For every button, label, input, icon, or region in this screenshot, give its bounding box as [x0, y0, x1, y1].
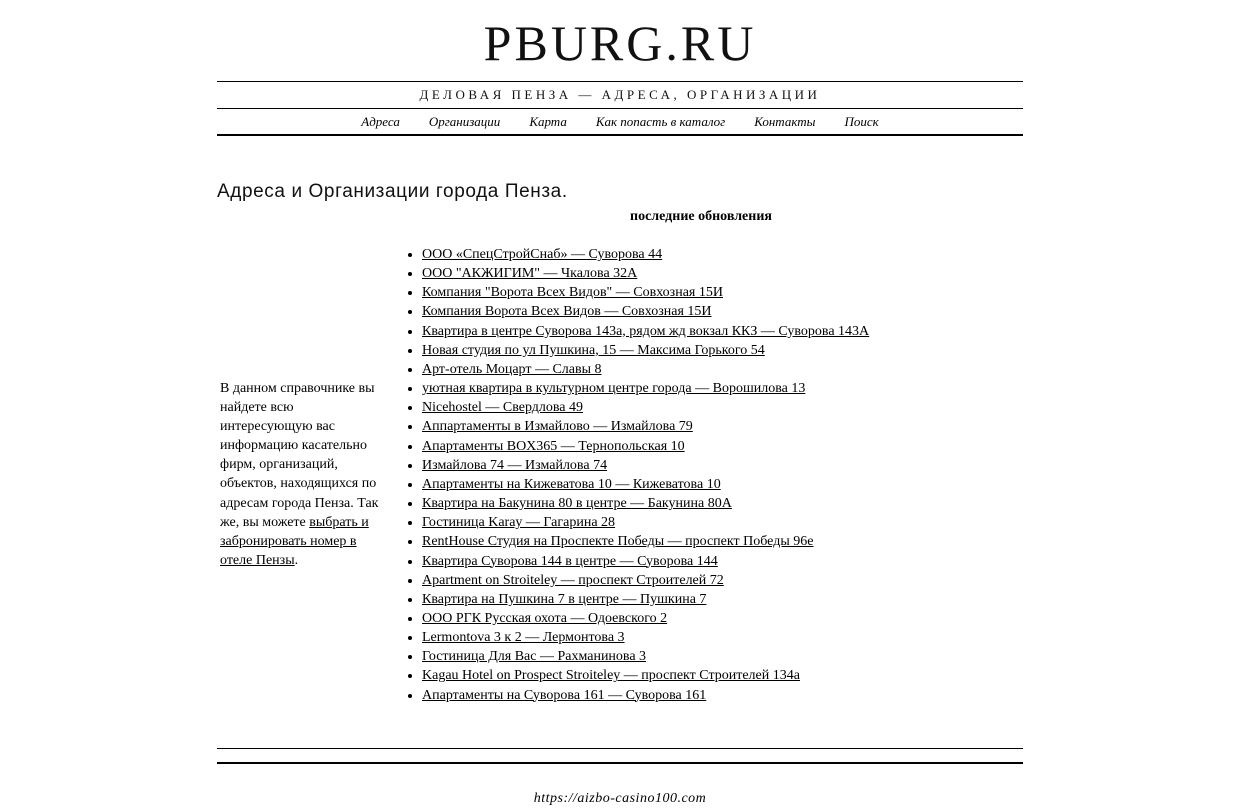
- list-item: [422, 302, 869, 321]
- update-link[interactable]: Компания Ворота Всех Видов — Совхозная 15И: [422, 304, 712, 320]
- update-link[interactable]: Гостиница Для Вас — Рахманинова 3: [422, 649, 647, 665]
- update-link[interactable]: Квартира в центре Суворова 143а, рядом жд вокзал ККЗ — Суворова 143А: [422, 323, 870, 339]
- header-divider-top: [217, 81, 1023, 82]
- list-item: [422, 341, 869, 360]
- list-item: [422, 398, 869, 417]
- update-link[interactable]: Аппартаменты в Измайлово — Измайлова 79: [422, 419, 693, 435]
- list-item: [422, 647, 869, 666]
- nav-item-organizations[interactable]: Организации: [428, 114, 501, 129]
- update-link[interactable]: Измайлова 74 — Измайлова 74: [422, 457, 608, 473]
- footer: [0, 790, 1240, 808]
- sidebar-description: [220, 379, 380, 570]
- list-item: [422, 456, 869, 475]
- update-link[interactable]: ООО РГК Русская охота — Одоевского 2: [422, 610, 668, 626]
- list-item: [422, 686, 869, 705]
- nav-item-catalog-join[interactable]: Как попасть в каталог: [595, 114, 726, 129]
- list-item: [422, 360, 869, 379]
- header-divider-middle: [217, 108, 1023, 109]
- list-item: [422, 513, 869, 532]
- footer-divider-bottom: [217, 762, 1023, 764]
- update-link[interactable]: Nicehostel — Свердлова 49: [422, 400, 584, 416]
- nav-item-addresses[interactable]: Адреса: [361, 114, 400, 129]
- update-link[interactable]: уютная квартира в культурном центре города — Ворошилова 13: [422, 381, 806, 397]
- update-link[interactable]: ООО «СпецСтройСнаб» — Суворова 44: [422, 247, 663, 262]
- hotel-booking-link[interactable]: выбрать и забронировать номер в отеле Пензы: [220, 514, 369, 568]
- update-link[interactable]: Квартира на Пушкина 7 в центре — Пушкина 7: [422, 591, 707, 607]
- nav-item-map[interactable]: Карта: [529, 114, 567, 129]
- site-title[interactable]: PBURG.RU: [483, 15, 757, 71]
- list-item: [422, 552, 869, 571]
- update-link[interactable]: Lermontova 3 к 2 — Лермонтова 3: [422, 630, 625, 646]
- sidebar-suffix: .: [294, 552, 299, 568]
- nav-item-contacts[interactable]: Контакты: [754, 114, 816, 129]
- list-item: [422, 417, 869, 436]
- update-link[interactable]: RentHouse Студия на Проспекте Победы — проспект Победы 96е: [422, 534, 814, 550]
- update-link[interactable]: Квартира на Бакунина 80 в центре — Бакунина 80А: [422, 496, 732, 512]
- list-item: [422, 283, 869, 302]
- list-item: [422, 264, 869, 283]
- sidebar-text: В данном справочнике вы найдете всю интересующую вас информацию касательно фирм, организаций, объектов, находящихся по адресам города Пенза. Так же, вы можете: [220, 381, 379, 530]
- update-link[interactable]: Apartment on Stroiteley — проспект Строителей 72: [422, 572, 724, 588]
- list-item: [422, 571, 869, 590]
- nav-item-search[interactable]: Поиск: [844, 114, 879, 129]
- list-item: [422, 379, 869, 398]
- list-item: [422, 590, 869, 609]
- update-link[interactable]: Новая студия по ул Пушкина, 15 — Максима Горького 54: [422, 342, 765, 358]
- update-link[interactable]: Компания "Ворота Всех Видов" — Совхозная 15И: [422, 285, 723, 301]
- update-link[interactable]: ООО "АКЖИГИМ" — Чкалова 32А: [422, 266, 638, 282]
- list-item: [422, 532, 869, 551]
- list-item: [422, 494, 869, 513]
- header-divider-bottom: [217, 134, 1023, 136]
- updates-list: [404, 245, 869, 705]
- list-item: [422, 628, 869, 647]
- updates-title: последние обновления: [630, 209, 772, 224]
- update-link[interactable]: Апартаменты BOX365 — Тернопольская 10: [422, 438, 685, 454]
- list-item: [422, 322, 869, 341]
- update-link[interactable]: Апартаменты на Суворова 161 — Суворова 161: [422, 687, 707, 703]
- update-link[interactable]: Апартаменты на Кижеватова 10 — Кижеватова 10: [422, 476, 721, 492]
- footer-divider-top: [217, 748, 1023, 749]
- update-link[interactable]: Квартира Суворова 144 в центре — Суворова 144: [422, 553, 718, 569]
- list-item: [422, 609, 869, 628]
- main-navigation: [217, 113, 1023, 131]
- update-link[interactable]: Арт-отель Моцарт — Славы 8: [422, 361, 602, 377]
- update-link[interactable]: Гостиница Karay — Гагарина 28: [422, 515, 616, 531]
- site-tagline: ДЕЛОВАЯ ПЕНЗА — АДРЕСА, ОРГАНИЗАЦИИ: [419, 87, 821, 102]
- list-item: [422, 666, 869, 685]
- list-item: [422, 245, 869, 264]
- list-item: [422, 475, 869, 494]
- page-heading: Адреса и Организации города Пенза.: [217, 181, 568, 202]
- list-item: [422, 437, 869, 456]
- footer-link[interactable]: https://aizbo-casino100.com: [533, 791, 707, 806]
- update-link[interactable]: Kagau Hotel on Prospect Stroiteley — проспект Строителей 134а: [422, 668, 800, 684]
